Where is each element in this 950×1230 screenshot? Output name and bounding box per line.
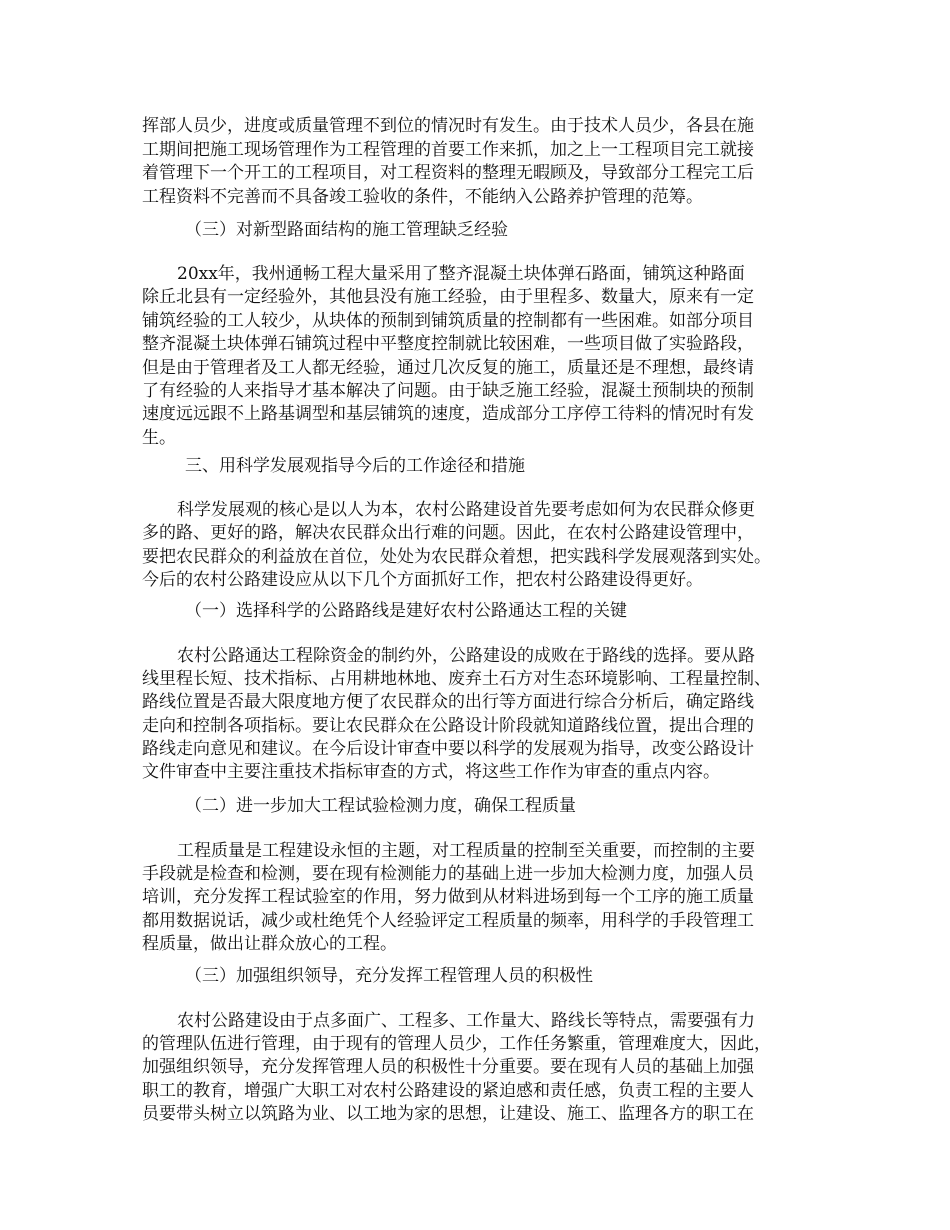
paragraph-line: 培训，充分发挥工程试验室的作用，努力做到从材料进场到每一个工序的施工质量 [142, 887, 754, 908]
paragraph-line: 文件审查中主要注重技术指标审查的方式，将这些工作作为审查的重点内容。 [142, 762, 720, 782]
paragraph-line: 工程质量是工程建设永恒的主题，对工程质量的控制至关重要，而控制的主要 [177, 841, 755, 861]
section-heading: 三、用科学发展观指导今后的工作途径和措施 [185, 456, 525, 476]
paragraph-line: 走向和控制各项指标。要让农民群众在公路设计阶段就知道路线位置，提出合理的 [142, 715, 754, 736]
paragraph-line: 但是由于管理者及工人都无经验，通过几次反复的施工，质量还是不理想，最终请 [142, 357, 754, 378]
section-heading: （三）加强组织领导，充分发挥工程管理人员的积极性 [185, 966, 593, 986]
paragraph-line: 整齐混凝土块体弹石铺筑过程中平整度控制就比较困难，一些项目做了实验路段， [142, 334, 754, 355]
paragraph-line: 路线走向意见和建议。在今后设计审查中要以科学的发展观为指导，改变公路设计 [142, 738, 754, 759]
paragraph-line: 生。 [142, 427, 176, 448]
paragraph-line: 挥部人员少，进度或质量管理不到位的情况时有发生。由于技术人员少，各县在施 [142, 116, 754, 136]
paragraph-line: 科学发展观的核心是以人为本，农村公路建设首先要考虑如何为农民群众修更 [177, 500, 755, 520]
paragraph-line: 着管理下一个开工的工程项目，对工程资料的整理无暇顾及，导致部分工程完工后 [142, 163, 754, 184]
paragraph-line: 的管理队伍进行管理，由于现有的管理人员少，工作任务繁重，管理难度大，因此， [142, 1034, 771, 1055]
paragraph-line: 了有经验的人来指导才基本解决了问题。由于缺乏施工经验，混凝土预制块的预制 [142, 381, 754, 401]
paragraph-line: 程质量，做出让群众放心的工程。 [142, 933, 397, 954]
paragraph-line: 职工的教育，增强广大职工对农村公路建设的紧迫感和责任感，负责工程的主要人 [142, 1080, 754, 1101]
paragraph-line: 路线位置是否最大限度地方便了农民群众的出行等方面进行综合分析后，确定路线 [142, 692, 754, 713]
paragraph-line: 铺筑经验的工人较少，从块体的预制到铺筑质量的控制都有一些困难。如部分项目 [142, 310, 754, 331]
paragraph-line: 都用数据说话，减少或杜绝凭个人经验评定工程质量的频率，用科学的手段管理工 [142, 910, 754, 931]
paragraph-line: 多的路、更好的路，解决农民群众出行难的问题。因此，在农村公路建设管理中， [142, 523, 754, 544]
paragraph-line: 20xx年，我州通畅工程大量采用了整齐混凝土块体弹石路面，铺筑这种路面 [177, 264, 745, 284]
paragraph-line: 速度远远跟不上路基调型和基层铺筑的速度，造成部分工序停工待料的情况时有发 [142, 404, 754, 425]
paragraph-line: 农村公路通达工程除资金的制约外，公路建设的成败在于路线的选择。要从路 [177, 646, 755, 666]
paragraph-line: 加强组织领导，充分发挥管理人员的积极性十分重要。要在现有人员的基础上加强 [142, 1057, 754, 1078]
paragraph-line: 手段就是检查和检测，要在现有检测能力的基础上进一步加大检测力度，加强人员 [142, 864, 754, 885]
paragraph-line: 线里程长短、技术指标、占用耕地林地、废弃土石方对生态环境影响、工程量控制、 [142, 669, 771, 690]
paragraph-line: 今后的农村公路建设应从以下几个方面抓好工作，把农村公路建设得更好。 [142, 570, 703, 591]
section-heading: （二）进一步加大工程试验检测力度，确保工程质量 [185, 796, 576, 816]
paragraph-line: 工期间把施工现场管理作为工程管理的首要工作来抓，加之上一工程项目完工就接 [142, 139, 754, 160]
paragraph-line: 农村公路建设由于点多面广、工程多、工作量大、路线长等特点，需要强有力 [177, 1011, 755, 1031]
paragraph-line: 工程资料不完善而不具备竣工验收的条件，不能纳入公路养护管理的范筹。 [142, 186, 703, 207]
paragraph-line: 要把农民群众的利益放在首位，处处为农民群众着想，把实践科学发展观落到实处。 [142, 546, 771, 567]
paragraph-line: 员要带头树立以筑路为业、以工地为家的思想，让建设、施工、监理各方的职工在 [142, 1103, 754, 1124]
section-heading: （三）对新型路面结构的施工管理缺乏经验 [185, 220, 508, 240]
paragraph-line: 除丘北县有一定经验外，其他县没有施工经验，由于里程多、数量大，原来有一定 [142, 287, 754, 308]
section-heading: （一）选择科学的公路路线是建好农村公路通达工程的关键 [185, 601, 627, 621]
